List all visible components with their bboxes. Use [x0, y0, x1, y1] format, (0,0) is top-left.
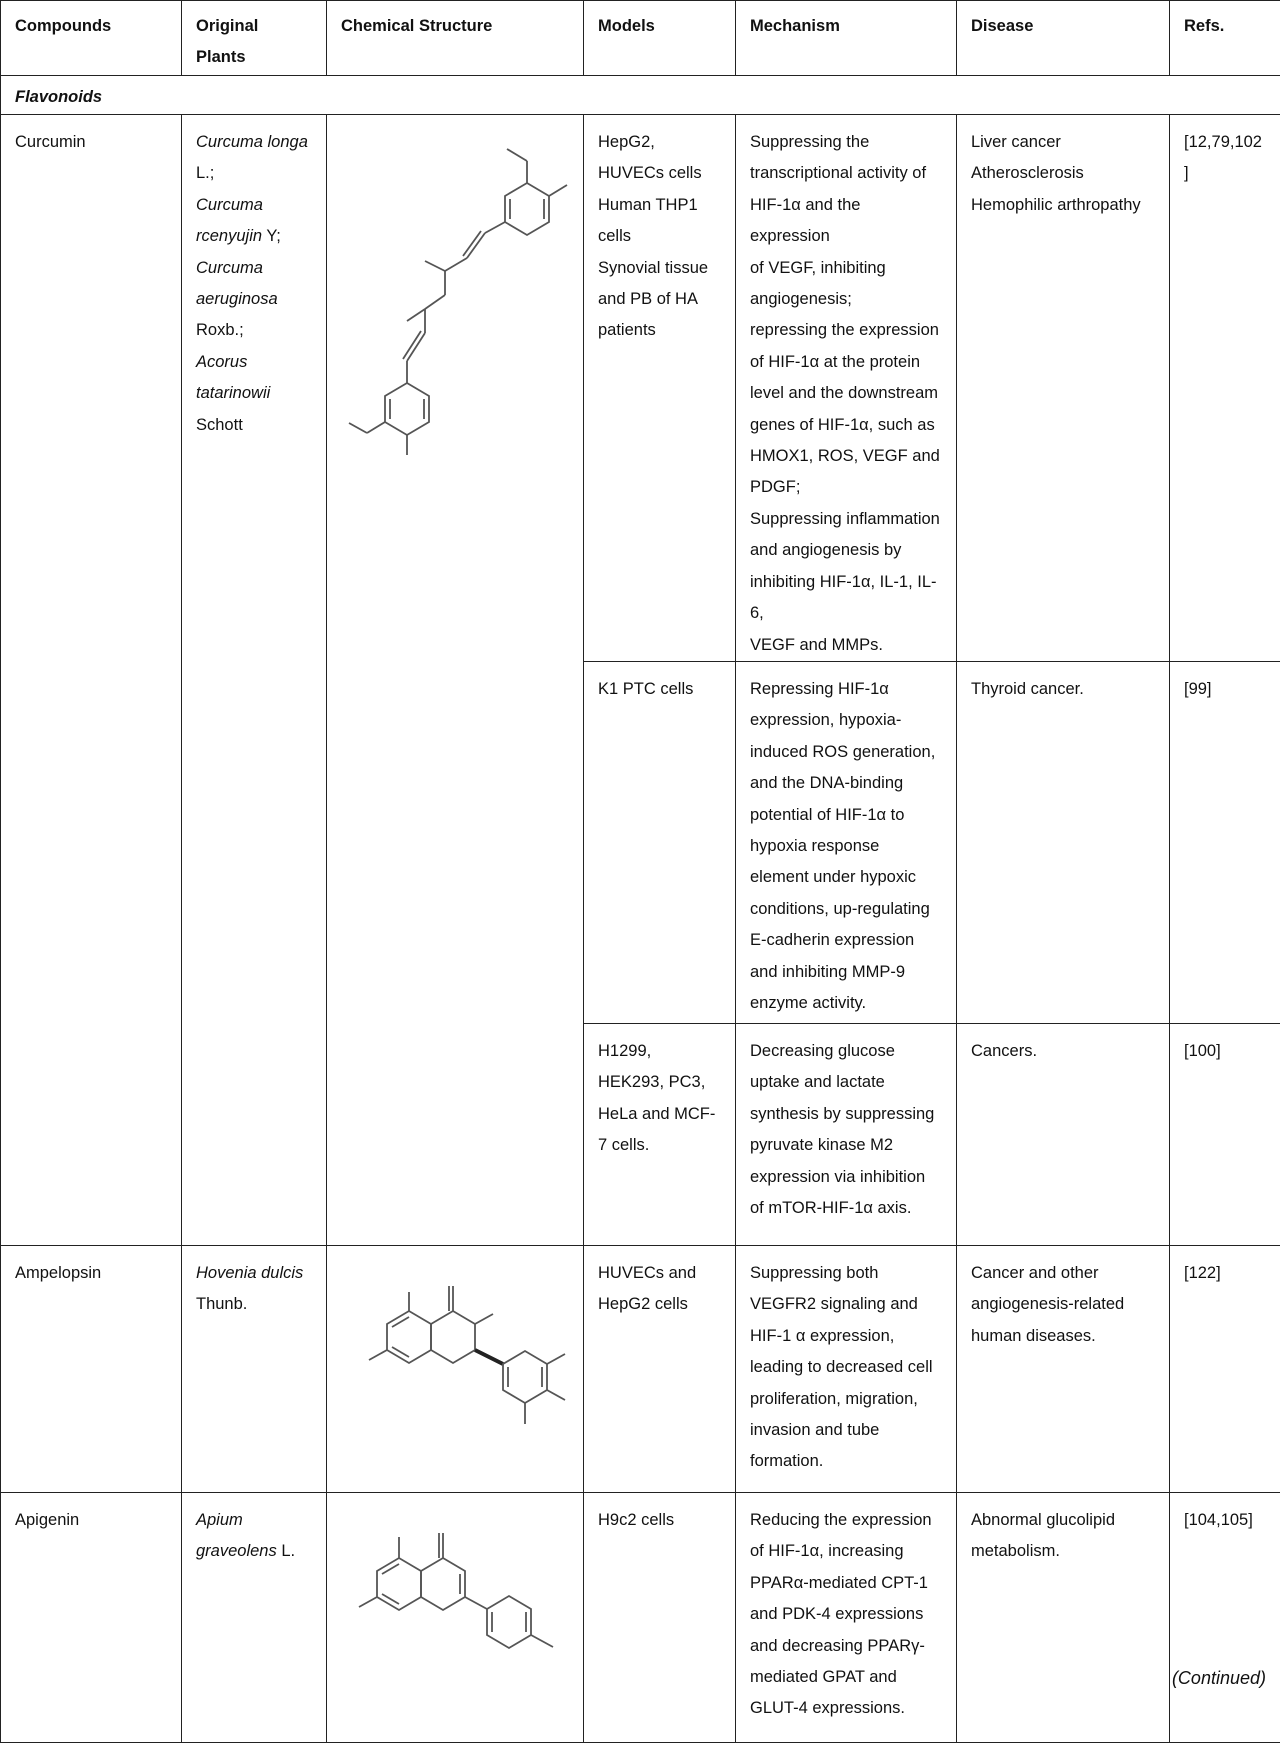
cell-line: Thyroid cancer. — [971, 674, 1155, 705]
cell-line: Repressing HIF-1α — [750, 674, 942, 705]
cell-line: uptake and lactate — [750, 1067, 942, 1098]
cell-line: Decreasing glucose — [750, 1036, 942, 1067]
cell-line: Reducing the expression — [750, 1505, 942, 1536]
cell-line: VEGFR2 signaling and — [750, 1289, 942, 1320]
cell-line: invasion and tube — [750, 1415, 942, 1446]
cell-line: Human THP1 — [598, 190, 721, 221]
mechanism-cell — [736, 1245, 957, 1492]
plant-suffix: L. — [277, 1542, 295, 1560]
header-compounds: Compounds — [1, 1, 182, 76]
disease-cell — [957, 115, 1170, 662]
cell-line: 7 cells. — [598, 1130, 721, 1161]
cell-line: K1 PTC cells — [598, 674, 721, 705]
plant-name: Curcuma — [196, 259, 263, 277]
disease-cell — [957, 1245, 1170, 1492]
cell-line: HIF-1α and the expression — [750, 190, 942, 253]
header-refs: Refs. — [1170, 1, 1280, 76]
cell-line: synthesis by suppressing — [750, 1099, 942, 1130]
header-row — [1, 1, 1280, 76]
cell-line: of HIF-1α at the protein — [750, 347, 942, 378]
cell-line: Hemophilic arthropathy — [971, 190, 1155, 221]
plant-name: Acorus — [196, 353, 247, 371]
original-plants — [182, 1245, 327, 1492]
refs-cell: [99] — [1170, 661, 1280, 1023]
cell-line: GLUT-4 expressions. — [750, 1693, 942, 1724]
models-cell — [584, 115, 736, 662]
cell-line: metabolism. — [971, 1536, 1155, 1567]
cell-line: Synovial tissue — [598, 253, 721, 284]
ampelopsin-structure-icon — [327, 1245, 584, 1492]
mechanism-cell — [736, 1492, 957, 1742]
cell-line: HEK293, PC3, — [598, 1067, 721, 1098]
cell-line: mediated GPAT and — [750, 1662, 942, 1693]
cell-line: Liver cancer — [971, 127, 1155, 158]
cell-line: Abnormal glucolipid — [971, 1505, 1155, 1536]
compound-name: Apigenin — [1, 1492, 182, 1742]
plant-name: Schott — [196, 416, 243, 434]
plant-name: aeruginosa — [196, 290, 278, 308]
header-structure: Chemical Structure — [327, 1, 584, 76]
cell-line: transcriptional activity of — [750, 158, 942, 189]
cell-line: angiogenesis-related — [971, 1289, 1155, 1320]
cell-line — [196, 1536, 312, 1567]
header-mechanism: Mechanism — [736, 1, 957, 76]
cell-line: cells — [598, 221, 721, 252]
cell-line — [196, 1505, 312, 1536]
models-cell — [584, 1023, 736, 1245]
cell-line: E-cadherin expression — [750, 925, 942, 956]
table-row — [1, 115, 1280, 662]
header-disease: Disease — [957, 1, 1170, 76]
cell-line: level and the downstream — [750, 378, 942, 409]
cell-line — [196, 378, 312, 409]
cell-line: human diseases. — [971, 1321, 1155, 1352]
plant-name: rcenyujin — [196, 227, 262, 245]
cell-line — [196, 190, 312, 221]
cell-line: HepG2, — [598, 127, 721, 158]
models-cell — [584, 661, 736, 1023]
cell-line: repressing the expression — [750, 315, 942, 346]
cell-line: Suppressing inflammation — [750, 504, 942, 535]
cell-line: HIF-1 α expression, — [750, 1321, 942, 1352]
cell-line — [196, 347, 312, 378]
cell-line: inhibiting HIF-1α, IL-1, IL-6, — [750, 567, 942, 630]
plant-suffix: Y; — [262, 227, 281, 245]
curcumin-structure-icon — [327, 115, 584, 1246]
refs-cell: [104,105] — [1170, 1492, 1280, 1742]
header-plants: Original Plants — [182, 1, 327, 76]
cell-line: and the DNA-binding — [750, 768, 942, 799]
models-cell — [584, 1492, 736, 1742]
original-plants — [182, 115, 327, 1246]
cell-line: of VEGF, inhibiting — [750, 253, 942, 284]
plant-name: tatarinowii — [196, 384, 270, 402]
cell-line: pyruvate kinase M2 — [750, 1130, 942, 1161]
cell-line: formation. — [750, 1446, 942, 1477]
cell-line: of mTOR-HIF-1α axis. — [750, 1193, 942, 1224]
section-row — [1, 76, 1280, 115]
cell-line: and PDK-4 expressions — [750, 1599, 942, 1630]
header-models: Models — [584, 1, 736, 76]
cell-line: of HIF-1α, increasing — [750, 1536, 942, 1567]
cell-line: proliferation, migration, — [750, 1384, 942, 1415]
cell-line: conditions, up-regulating — [750, 894, 942, 925]
disease-cell — [957, 661, 1170, 1023]
plant-name: L.; — [196, 164, 214, 182]
plant-name: graveolens — [196, 1542, 277, 1560]
cell-line: potential of HIF-1α to — [750, 800, 942, 831]
disease-cell — [957, 1492, 1170, 1742]
cell-line — [196, 410, 312, 441]
refs-cell: [100] — [1170, 1023, 1280, 1245]
cell-line: H1299, — [598, 1036, 721, 1067]
cell-line: leading to decreased cell — [750, 1352, 942, 1383]
cell-line — [196, 253, 312, 284]
cell-line: genes of HIF-1α, such as — [750, 410, 942, 441]
cell-line: PPARα-mediated CPT-1 — [750, 1568, 942, 1599]
original-plants — [182, 1492, 327, 1742]
cell-line: HepG2 cells — [598, 1289, 721, 1320]
plant-name: Thunb. — [196, 1295, 247, 1313]
mechanism-cell — [736, 115, 957, 662]
plant-name: Apium — [196, 1511, 243, 1529]
cell-line: HUVECs and — [598, 1258, 721, 1289]
refs-cell: [12,79,102] — [1170, 115, 1280, 662]
compound-name: Ampelopsin — [1, 1245, 182, 1492]
cell-line: expression via inhibition — [750, 1162, 942, 1193]
cell-line: Cancers. — [971, 1036, 1155, 1067]
cell-line: and PB of HA — [598, 284, 721, 315]
cell-line: and inhibiting MMP-9 — [750, 957, 942, 988]
apigenin-structure-icon — [327, 1492, 584, 1742]
refs-cell: [122] — [1170, 1245, 1280, 1492]
disease-cell — [957, 1023, 1170, 1245]
plant-name: Roxb.; — [196, 321, 244, 339]
cell-line: HUVECs cells — [598, 158, 721, 189]
mechanism-cell — [736, 661, 957, 1023]
compound-name: Curcumin — [1, 115, 182, 1246]
mechanism-cell — [736, 1023, 957, 1245]
cell-line — [196, 221, 312, 252]
cell-line: and angiogenesis by — [750, 535, 942, 566]
section-flavonoids: Flavonoids — [1, 76, 1280, 115]
cell-line: VEGF and MMPs. — [750, 630, 942, 661]
table-row — [1, 1492, 1280, 1742]
cell-line: HeLa and MCF- — [598, 1099, 721, 1130]
cell-line: Suppressing the — [750, 127, 942, 158]
cell-line — [196, 1258, 312, 1289]
plant-name: Hovenia dulcis — [196, 1264, 303, 1282]
cell-line: H9c2 cells — [598, 1505, 721, 1536]
cell-line: element under hypoxic — [750, 862, 942, 893]
cell-line — [196, 315, 312, 346]
cell-line — [196, 127, 312, 158]
cell-line: patients — [598, 315, 721, 346]
table-row — [1, 1245, 1280, 1492]
cell-line: Atherosclerosis — [971, 158, 1155, 189]
cell-line: Suppressing both — [750, 1258, 942, 1289]
cell-line: induced ROS generation, — [750, 737, 942, 768]
models-cell — [584, 1245, 736, 1492]
cell-line: hypoxia response — [750, 831, 942, 862]
cell-line: PDGF; — [750, 472, 942, 503]
plant-name: Curcuma — [196, 196, 263, 214]
cell-line — [196, 284, 312, 315]
cell-line — [196, 158, 312, 189]
cell-line — [196, 1289, 312, 1320]
cell-line: Cancer and other — [971, 1258, 1155, 1289]
continued-note: (Continued) — [1172, 1668, 1266, 1689]
plant-name: Curcuma longa — [196, 133, 308, 151]
cell-line: enzyme activity. — [750, 988, 942, 1019]
cell-line: and decreasing PPARγ- — [750, 1631, 942, 1662]
cell-line: expression, hypoxia- — [750, 705, 942, 736]
cell-line: angiogenesis; — [750, 284, 942, 315]
cell-line: HMOX1, ROS, VEGF and — [750, 441, 942, 472]
